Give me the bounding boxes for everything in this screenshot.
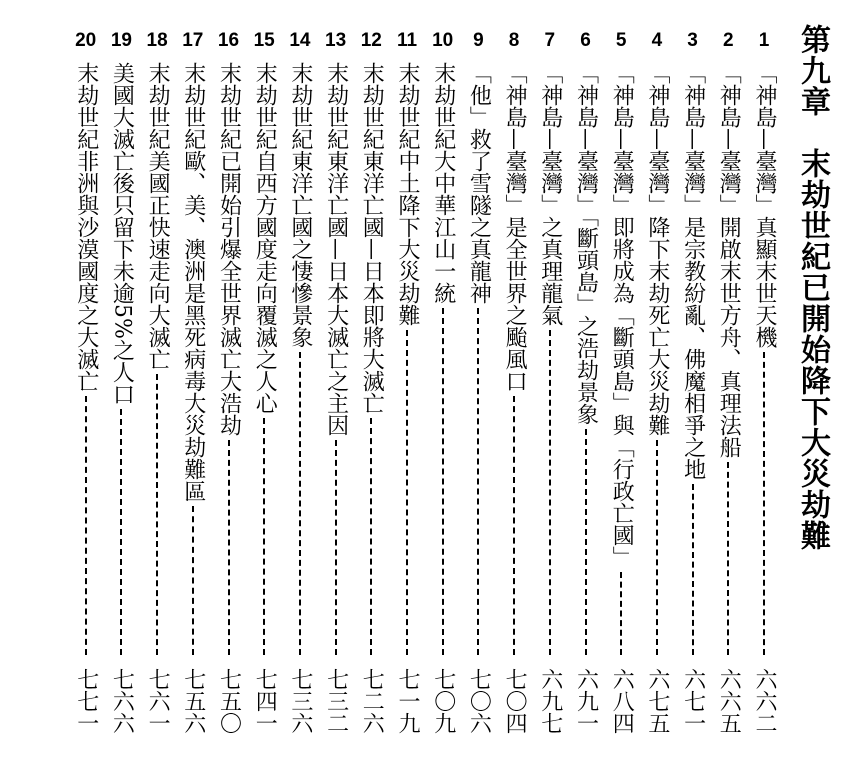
toc-entry[interactable]: [427, 0, 459, 760]
dotted-leader: [513, 396, 515, 655]
toc-entry[interactable]: [570, 0, 602, 760]
entry-number: 19: [110, 30, 132, 51]
toc-entry[interactable]: [320, 0, 352, 760]
entry-number: 11: [396, 30, 418, 51]
entry-number: 20: [75, 30, 97, 51]
entry-page-number: 六九一: [573, 668, 599, 734]
entry-page-number: 七六一: [145, 668, 171, 734]
entry-title: 「神島—臺灣」是宗教紛亂、佛魔相爭之地: [680, 62, 706, 480]
dotted-leader: [763, 352, 765, 655]
entry-title: 末劫世紀東洋亡國—日本即將大滅亡: [359, 62, 385, 414]
entry-number: 15: [253, 30, 275, 51]
toc-entry[interactable]: [284, 0, 316, 760]
toc-entry[interactable]: [534, 0, 566, 760]
entry-title: 「神島—臺灣」之真理龍氣: [537, 62, 563, 326]
entry-title: 末劫世紀東洋亡國之悽慘景象: [287, 62, 313, 348]
dotted-leader: [299, 352, 301, 655]
entry-title: 末劫世紀非洲與沙漠國度之大滅亡: [73, 62, 99, 392]
entry-number: 6: [580, 30, 591, 51]
entry-title: 末劫世紀中土降下大災劫難: [395, 62, 420, 326]
entry-number: 10: [432, 30, 454, 51]
entry-page-number: 七二六: [359, 668, 385, 734]
dotted-leader: [156, 374, 158, 655]
dotted-leader: [120, 409, 122, 655]
entry-title: 末劫世紀歐、美、澳洲是黑死病毒大災劫難區: [180, 62, 206, 502]
entry-title: 末劫世紀已開始引爆全世界滅亡大浩劫: [216, 62, 242, 436]
entry-number: 9: [473, 30, 484, 51]
entry-title: 美國大滅亡後只留下未逾5%之人口: [109, 62, 135, 405]
dotted-leader: [442, 308, 444, 655]
entry-title: 「神島—臺灣」是全世界之颱風口: [502, 62, 528, 392]
toc-entry[interactable]: [355, 0, 387, 760]
toc-entry[interactable]: [105, 0, 137, 760]
dotted-leader: [263, 418, 265, 655]
dotted-leader: [192, 506, 194, 655]
chapter-title: 第九章 末劫世紀已開始降下大災劫難: [795, 24, 830, 551]
entry-title: 「神島—臺灣」真顯末世天機: [752, 62, 777, 348]
toc-entry[interactable]: [748, 0, 780, 760]
entry-number: 17: [182, 30, 204, 51]
entry-page-number: 六六二: [752, 668, 777, 734]
entry-page-number: 七七一: [73, 668, 99, 734]
entry-number: 7: [544, 30, 556, 51]
dotted-leader: [228, 440, 230, 655]
toc-entry[interactable]: [213, 0, 245, 760]
entry-page-number: 六七五: [644, 668, 670, 734]
entry-page-number: 七三六: [287, 668, 313, 734]
entry-page-number: 七五六: [180, 668, 206, 734]
entry-page-number: 七四一: [252, 668, 278, 734]
entry-page-number: 七一九: [395, 668, 420, 734]
dotted-leader: [727, 462, 729, 655]
entry-number: 3: [687, 30, 698, 51]
dotted-leader: [692, 484, 694, 655]
entry-page-number: 七三二: [323, 668, 349, 734]
entry-title: 末劫世紀大中華江山一統: [430, 62, 456, 304]
toc-entry[interactable]: [70, 0, 102, 760]
dotted-leader: [656, 440, 658, 655]
dotted-leader: [85, 396, 87, 655]
dotted-leader: [477, 308, 479, 655]
entry-title: 「神島—臺灣」降下末劫死亡大災劫難: [644, 62, 670, 436]
entry-number: 5: [615, 30, 627, 51]
entry-title: 「神島—臺灣」即將成為「斷頭島」與「行政亡國」: [609, 62, 635, 568]
entry-page-number: 七〇六: [466, 668, 492, 734]
entry-page-number: 七〇四: [502, 668, 528, 734]
toc-entry[interactable]: [677, 0, 709, 760]
entry-page-number: 七五〇: [216, 668, 242, 734]
entry-number: 12: [360, 30, 382, 51]
entry-number: 4: [651, 30, 663, 51]
entry-page-number: 六八四: [609, 668, 635, 734]
entry-title: 末劫世紀美國正快速走向大滅亡: [145, 62, 171, 370]
toc-entry[interactable]: [641, 0, 673, 760]
toc-entry[interactable]: [462, 0, 494, 760]
entry-title: 末劫世紀自西方國度走向覆滅之人心: [252, 62, 278, 414]
dotted-leader: [406, 330, 408, 655]
toc-entry[interactable]: [177, 0, 209, 760]
entry-number: 13: [325, 30, 347, 51]
toc-entry[interactable]: [712, 0, 744, 760]
entry-page-number: 六七一: [680, 668, 706, 734]
entry-title: 末劫世紀東洋亡國—日本大滅亡之主因: [323, 62, 349, 436]
entry-number: 14: [289, 30, 311, 51]
entry-title: 「神島—臺灣」開啟末世方舟、真理法船: [716, 62, 742, 458]
dotted-leader: [549, 330, 551, 655]
entry-number: 1: [758, 30, 770, 51]
toc-entry[interactable]: [498, 0, 530, 760]
entry-number: 8: [508, 30, 520, 51]
toc-entry[interactable]: [248, 0, 280, 760]
entry-page-number: 七〇九: [430, 668, 456, 734]
toc-entry[interactable]: [605, 0, 637, 760]
entry-page-number: 七六六: [109, 668, 135, 734]
entry-page-number: 六九七: [537, 668, 563, 734]
entry-number: 16: [217, 30, 240, 51]
entry-page-number: 六六五: [716, 668, 742, 734]
entry-number: 2: [723, 30, 734, 51]
entry-number: 18: [146, 30, 168, 51]
entry-title: 「神島—臺灣」「斷頭島」之浩劫景象: [573, 62, 599, 425]
entry-title: 「他」救了雪隧之真龍神: [466, 62, 492, 304]
dotted-leader: [335, 440, 337, 655]
toc-entry[interactable]: [141, 0, 173, 760]
dotted-leader: [620, 572, 622, 655]
toc-entry[interactable]: [391, 0, 423, 760]
dotted-leader: [585, 429, 587, 655]
dotted-leader: [370, 418, 372, 655]
